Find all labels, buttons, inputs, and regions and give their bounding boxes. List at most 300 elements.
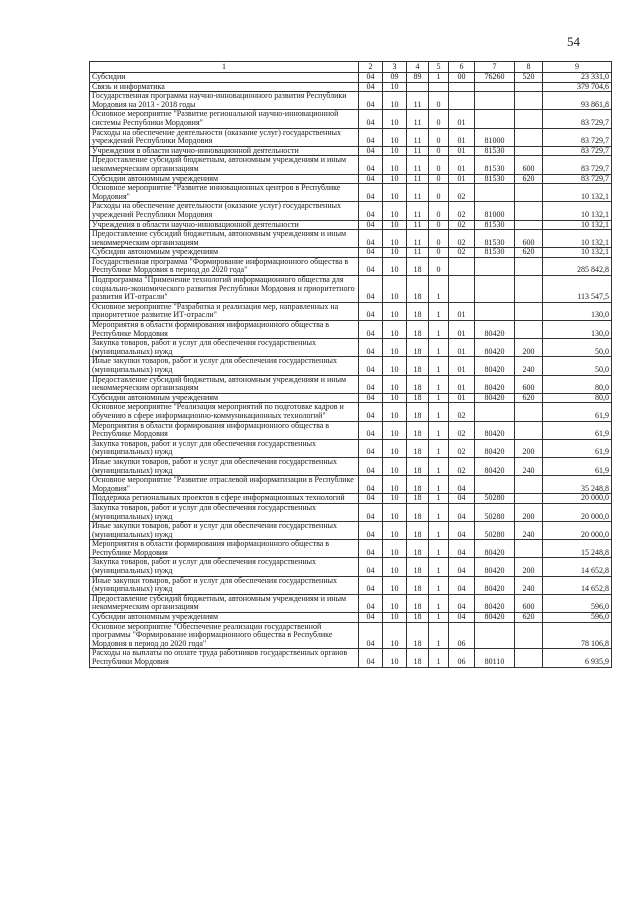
- row-name: Закупка товаров, работ и услуг для обеспечения государственных (муниципальных) нужд: [90, 439, 359, 457]
- direction-code: 80420: [475, 439, 515, 457]
- header-cell: 9: [543, 62, 612, 73]
- subprogram-code: 1: [429, 522, 449, 540]
- activity-code: 06: [449, 622, 475, 649]
- expense-type-code: [515, 92, 543, 110]
- section-code: 04: [359, 184, 383, 202]
- activity-code: [449, 257, 475, 275]
- amount: 20 000,0: [543, 503, 612, 521]
- subprogram-code: 1: [429, 613, 449, 623]
- subsection-code: 10: [383, 522, 407, 540]
- section-code: 04: [359, 230, 383, 248]
- table-row: [90, 476, 612, 494]
- table-row: [90, 146, 612, 156]
- program-code: 11: [407, 174, 429, 184]
- expense-type-code: [515, 403, 543, 421]
- subprogram-code: 0: [429, 146, 449, 156]
- direction-code: 50280: [475, 494, 515, 504]
- table-row: [90, 439, 612, 457]
- row-name: Государственная программа научно-инновационного развития Республики Мордовия на 2013 - 2018 годы: [90, 92, 359, 110]
- section-code: 04: [359, 128, 383, 146]
- row-name: Расходы на выплаты по оплате труда работников государственных органов Республики Мордовия: [90, 649, 359, 667]
- subsection-code: 10: [383, 649, 407, 667]
- activity-code: [449, 276, 475, 303]
- activity-code: 02: [449, 421, 475, 439]
- direction-code: 81000: [475, 202, 515, 220]
- section-code: 04: [359, 146, 383, 156]
- subprogram-code: 0: [429, 92, 449, 110]
- subprogram-code: 1: [429, 576, 449, 594]
- program-code: 18: [407, 494, 429, 504]
- direction-code: [475, 110, 515, 128]
- program-code: 18: [407, 339, 429, 357]
- amount: 130,0: [543, 321, 612, 339]
- subprogram-code: 1: [429, 357, 449, 375]
- program-code: 18: [407, 357, 429, 375]
- activity-code: 02: [449, 248, 475, 258]
- section-code: 04: [359, 357, 383, 375]
- amount: 80,0: [543, 375, 612, 393]
- direction-code: 81530: [475, 230, 515, 248]
- subsection-code: 10: [383, 503, 407, 521]
- direction-code: 76260: [475, 73, 515, 83]
- direction-code: [475, 184, 515, 202]
- subprogram-code: 1: [429, 622, 449, 649]
- program-code: 18: [407, 457, 429, 475]
- expense-type-code: 620: [515, 393, 543, 403]
- subprogram-code: 1: [429, 649, 449, 667]
- row-name: Подпрограмма "Применение технологий информационного общества для социально-экономического развития Республики Мордовия и приоритетного развития ИТ-отрасли": [90, 276, 359, 303]
- subsection-code: 10: [383, 494, 407, 504]
- program-code: 18: [407, 276, 429, 303]
- direction-code: 80420: [475, 421, 515, 439]
- amount: 35 248,8: [543, 476, 612, 494]
- amount: 379 704,6: [543, 82, 612, 92]
- section-code: 04: [359, 156, 383, 174]
- expense-type-code: 620: [515, 613, 543, 623]
- program-code: 18: [407, 375, 429, 393]
- activity-code: 01: [449, 302, 475, 320]
- activity-code: 04: [449, 476, 475, 494]
- section-code: 04: [359, 302, 383, 320]
- row-name: Основное мероприятие "Разработка и реализация мер, направленных на приоритетное развитие ИТ-отрасли": [90, 302, 359, 320]
- subprogram-code: 0: [429, 110, 449, 128]
- activity-code: 02: [449, 202, 475, 220]
- expense-type-code: [515, 110, 543, 128]
- direction-code: 81530: [475, 248, 515, 258]
- header-cell: 1: [90, 62, 359, 73]
- section-code: 04: [359, 110, 383, 128]
- subprogram-code: 1: [429, 276, 449, 303]
- direction-code: 81000: [475, 128, 515, 146]
- amount: 83 729,7: [543, 174, 612, 184]
- direction-code: 80420: [475, 558, 515, 576]
- row-name: Субсидии: [90, 73, 359, 83]
- activity-code: 04: [449, 540, 475, 558]
- subprogram-code: 1: [429, 476, 449, 494]
- section-code: 04: [359, 558, 383, 576]
- program-code: 18: [407, 439, 429, 457]
- direction-code: 80420: [475, 540, 515, 558]
- program-code: 89: [407, 73, 429, 83]
- subsection-code: 10: [383, 403, 407, 421]
- subsection-code: 10: [383, 576, 407, 594]
- activity-code: 01: [449, 146, 475, 156]
- subprogram-code: 1: [429, 302, 449, 320]
- subsection-code: 10: [383, 476, 407, 494]
- program-code: 11: [407, 146, 429, 156]
- amount: 596,0: [543, 594, 612, 612]
- subprogram-code: 1: [429, 457, 449, 475]
- section-code: 04: [359, 339, 383, 357]
- section-code: 04: [359, 439, 383, 457]
- table-row: [90, 494, 612, 504]
- subsection-code: 10: [383, 375, 407, 393]
- direction-code: 80420: [475, 357, 515, 375]
- activity-code: 04: [449, 594, 475, 612]
- row-name: Основное мероприятие "Развитие отраслевой информатизации в Республике Мордовия": [90, 476, 359, 494]
- program-code: 18: [407, 540, 429, 558]
- subsection-code: 10: [383, 128, 407, 146]
- header-cell: 8: [515, 62, 543, 73]
- direction-code: [475, 276, 515, 303]
- section-code: 04: [359, 503, 383, 521]
- subprogram-code: 0: [429, 220, 449, 230]
- section-code: 04: [359, 92, 383, 110]
- expense-type-code: [515, 220, 543, 230]
- program-code: 18: [407, 321, 429, 339]
- subsection-code: 10: [383, 339, 407, 357]
- table-row: [90, 522, 612, 540]
- table-row: [90, 403, 612, 421]
- table-row: [90, 92, 612, 110]
- subprogram-code: 1: [429, 339, 449, 357]
- row-name: Предоставление субсидий бюджетным, автономным учреждениям и иным некоммерческим организациям: [90, 230, 359, 248]
- expense-type-code: [515, 257, 543, 275]
- amount: 23 331,0: [543, 73, 612, 83]
- section-code: 04: [359, 393, 383, 403]
- expense-type-code: 600: [515, 375, 543, 393]
- subprogram-code: [429, 82, 449, 92]
- table-row: [90, 230, 612, 248]
- subprogram-code: 0: [429, 156, 449, 174]
- amount: 50,0: [543, 357, 612, 375]
- section-code: 04: [359, 613, 383, 623]
- amount: 61,9: [543, 403, 612, 421]
- program-code: 18: [407, 257, 429, 275]
- table-row: [90, 276, 612, 303]
- section-code: 04: [359, 649, 383, 667]
- row-name: Субсидии автономным учреждениям: [90, 248, 359, 258]
- row-name: Закупка товаров, работ и услуг для обеспечения государственных (муниципальных) нужд: [90, 503, 359, 521]
- amount: 10 132,1: [543, 220, 612, 230]
- activity-code: [449, 92, 475, 110]
- amount: 14 652,8: [543, 558, 612, 576]
- table-row: [90, 357, 612, 375]
- page-number: 54: [567, 34, 580, 49]
- expense-type-code: [515, 82, 543, 92]
- section-code: 04: [359, 494, 383, 504]
- activity-code: 01: [449, 110, 475, 128]
- amount: 61,9: [543, 439, 612, 457]
- section-code: 04: [359, 622, 383, 649]
- subsection-code: 10: [383, 393, 407, 403]
- expense-type-code: 620: [515, 248, 543, 258]
- activity-code: 01: [449, 128, 475, 146]
- activity-code: 01: [449, 321, 475, 339]
- budget-table: [89, 61, 612, 668]
- direction-code: 50280: [475, 522, 515, 540]
- direction-code: [475, 622, 515, 649]
- subprogram-code: 1: [429, 558, 449, 576]
- subsection-code: 10: [383, 92, 407, 110]
- subsection-code: 10: [383, 421, 407, 439]
- direction-code: 80420: [475, 613, 515, 623]
- row-name: Учреждения в области научно-инновационной деятельности: [90, 220, 359, 230]
- row-name: Основное мероприятие "Обеспечение реализации государственной программы "Формирование информационного общества в Республике Мордовия в период до 2020 года": [90, 622, 359, 649]
- subsection-code: 10: [383, 174, 407, 184]
- expense-type-code: [515, 128, 543, 146]
- row-name: Государственная программа "Формирование информационного общества в Республике Мордовия в период до 2020 года": [90, 257, 359, 275]
- section-code: 04: [359, 202, 383, 220]
- direction-code: [475, 403, 515, 421]
- table-row: [90, 457, 612, 475]
- activity-code: 04: [449, 558, 475, 576]
- row-name: Расходы на обеспечение деятельности (оказание услуг) государственных учреждений Республики Мордовия: [90, 202, 359, 220]
- subprogram-code: 0: [429, 202, 449, 220]
- table-row: [90, 202, 612, 220]
- amount: 83 729,7: [543, 156, 612, 174]
- expense-type-code: 240: [515, 522, 543, 540]
- expense-type-code: [515, 649, 543, 667]
- subprogram-code: 0: [429, 174, 449, 184]
- expense-type-code: [515, 540, 543, 558]
- table-row: [90, 622, 612, 649]
- amount: 10 132,1: [543, 202, 612, 220]
- expense-type-code: 200: [515, 503, 543, 521]
- direction-code: 80110: [475, 649, 515, 667]
- row-name: Учреждения в области научно-инновационной деятельности: [90, 146, 359, 156]
- subsection-code: 10: [383, 594, 407, 612]
- direction-code: 80420: [475, 457, 515, 475]
- direction-code: [475, 82, 515, 92]
- direction-code: 81530: [475, 174, 515, 184]
- row-name: Иные закупки товаров, работ и услуг для обеспечения государственных (муниципальных) нужд: [90, 457, 359, 475]
- activity-code: 04: [449, 503, 475, 521]
- row-name: Субсидии автономным учреждениям: [90, 393, 359, 403]
- subsection-code: 10: [383, 248, 407, 258]
- subprogram-code: 1: [429, 494, 449, 504]
- subprogram-code: 1: [429, 540, 449, 558]
- table-row: [90, 302, 612, 320]
- expense-type-code: 600: [515, 230, 543, 248]
- program-code: 18: [407, 558, 429, 576]
- section-code: 04: [359, 276, 383, 303]
- subsection-code: 10: [383, 257, 407, 275]
- activity-code: 01: [449, 156, 475, 174]
- subsection-code: 10: [383, 357, 407, 375]
- activity-code: 00: [449, 73, 475, 83]
- subprogram-code: 0: [429, 230, 449, 248]
- expense-type-code: [515, 276, 543, 303]
- row-name: Предоставление субсидий бюджетным, автономным учреждениям и иным некоммерческим организациям: [90, 156, 359, 174]
- activity-code: 02: [449, 439, 475, 457]
- subsection-code: 10: [383, 184, 407, 202]
- section-code: 04: [359, 375, 383, 393]
- row-name: Мероприятия в области формирования информационного общества в Республике Мордовия: [90, 421, 359, 439]
- header-row: [90, 62, 612, 73]
- row-name: Субсидии автономным учреждениям: [90, 174, 359, 184]
- section-code: 04: [359, 248, 383, 258]
- amount: 83 729,7: [543, 110, 612, 128]
- subsection-code: 10: [383, 439, 407, 457]
- activity-code: 01: [449, 357, 475, 375]
- header-cell: 3: [383, 62, 407, 73]
- row-name: Основное мероприятие "Развитие инновационных центров в Республике Мордовия": [90, 184, 359, 202]
- subprogram-code: 1: [429, 375, 449, 393]
- subprogram-code: 1: [429, 73, 449, 83]
- row-name: Иные закупки товаров, работ и услуг для обеспечения государственных (муниципальных) нужд: [90, 357, 359, 375]
- activity-code: 01: [449, 339, 475, 357]
- program-code: 11: [407, 202, 429, 220]
- row-name: Закупка товаров, работ и услуг для обеспечения государственных (муниципальных) нужд: [90, 558, 359, 576]
- direction-code: [475, 257, 515, 275]
- program-code: 11: [407, 156, 429, 174]
- amount: 50,0: [543, 339, 612, 357]
- direction-code: 80420: [475, 576, 515, 594]
- expense-type-code: [515, 184, 543, 202]
- subsection-code: 10: [383, 230, 407, 248]
- row-name: Субсидии автономным учреждениям: [90, 613, 359, 623]
- activity-code: 04: [449, 494, 475, 504]
- direction-code: 80420: [475, 321, 515, 339]
- amount: 83 729,7: [543, 146, 612, 156]
- program-code: 11: [407, 230, 429, 248]
- program-code: 18: [407, 302, 429, 320]
- table-row: [90, 248, 612, 258]
- table-row: [90, 613, 612, 623]
- expense-type-code: 200: [515, 339, 543, 357]
- section-code: 04: [359, 457, 383, 475]
- section-code: 04: [359, 220, 383, 230]
- section-code: 04: [359, 576, 383, 594]
- subsection-code: 10: [383, 146, 407, 156]
- subprogram-code: 1: [429, 503, 449, 521]
- table-row: [90, 220, 612, 230]
- amount: 10 132,1: [543, 230, 612, 248]
- expense-type-code: [515, 302, 543, 320]
- amount: 20 000,0: [543, 522, 612, 540]
- program-code: 18: [407, 576, 429, 594]
- header-cell: 7: [475, 62, 515, 73]
- program-code: 11: [407, 110, 429, 128]
- amount: 83 729,7: [543, 128, 612, 146]
- subprogram-code: 1: [429, 403, 449, 421]
- subsection-code: 10: [383, 321, 407, 339]
- amount: 93 861,8: [543, 92, 612, 110]
- amount: 80,0: [543, 393, 612, 403]
- table-row: [90, 156, 612, 174]
- direction-code: 80420: [475, 339, 515, 357]
- program-code: 18: [407, 622, 429, 649]
- table-row: [90, 128, 612, 146]
- direction-code: 80420: [475, 393, 515, 403]
- amount: 596,0: [543, 613, 612, 623]
- amount: 20 000,0: [543, 494, 612, 504]
- table-row: [90, 393, 612, 403]
- direction-code: 81530: [475, 146, 515, 156]
- expense-type-code: 600: [515, 594, 543, 612]
- section-code: 04: [359, 594, 383, 612]
- program-code: 11: [407, 92, 429, 110]
- subprogram-code: 1: [429, 439, 449, 457]
- expense-type-code: [515, 321, 543, 339]
- program-code: 18: [407, 393, 429, 403]
- amount: 285 842,8: [543, 257, 612, 275]
- table-row: [90, 110, 612, 128]
- expense-type-code: 240: [515, 357, 543, 375]
- table-row: [90, 339, 612, 357]
- table-row: [90, 558, 612, 576]
- row-name: Основное мероприятие "Реализация мероприятий по подготовке кадров и обучению в сфере информационно-коммуникационных технологий": [90, 403, 359, 421]
- header-cell: 2: [359, 62, 383, 73]
- header-cell: 5: [429, 62, 449, 73]
- program-code: 18: [407, 476, 429, 494]
- subsection-code: 10: [383, 622, 407, 649]
- subsection-code: 09: [383, 73, 407, 83]
- row-name: Иные закупки товаров, работ и услуг для обеспечения государственных (муниципальных) нужд: [90, 576, 359, 594]
- expense-type-code: [515, 476, 543, 494]
- row-name: Закупка товаров, работ и услуг для обеспечения государственных (муниципальных) нужд: [90, 339, 359, 357]
- row-name: Иные закупки товаров, работ и услуг для обеспечения государственных (муниципальных) нужд: [90, 522, 359, 540]
- subprogram-code: 0: [429, 248, 449, 258]
- program-code: 18: [407, 613, 429, 623]
- expense-type-code: [515, 421, 543, 439]
- table-row: [90, 503, 612, 521]
- table-row: [90, 540, 612, 558]
- row-name: Мероприятия в области формирования информационного общества в Республике Мордовия: [90, 540, 359, 558]
- expense-type-code: [515, 146, 543, 156]
- header-cell: 6: [449, 62, 475, 73]
- subsection-code: 10: [383, 276, 407, 303]
- subprogram-code: 1: [429, 393, 449, 403]
- expense-type-code: 240: [515, 576, 543, 594]
- amount: 14 652,8: [543, 576, 612, 594]
- program-code: 11: [407, 128, 429, 146]
- activity-code: 02: [449, 457, 475, 475]
- activity-code: 02: [449, 220, 475, 230]
- activity-code: 02: [449, 230, 475, 248]
- subsection-code: 10: [383, 202, 407, 220]
- section-code: 04: [359, 174, 383, 184]
- activity-code: 04: [449, 522, 475, 540]
- activity-code: 01: [449, 174, 475, 184]
- subsection-code: 10: [383, 558, 407, 576]
- subprogram-code: 0: [429, 257, 449, 275]
- direction-code: 81530: [475, 220, 515, 230]
- activity-code: 04: [449, 613, 475, 623]
- direction-code: 80420: [475, 594, 515, 612]
- section-code: 04: [359, 522, 383, 540]
- section-code: 04: [359, 476, 383, 494]
- direction-code: [475, 476, 515, 494]
- amount: 61,9: [543, 457, 612, 475]
- expense-type-code: [515, 622, 543, 649]
- section-code: 04: [359, 421, 383, 439]
- subprogram-code: 1: [429, 321, 449, 339]
- direction-code: 80420: [475, 375, 515, 393]
- subprogram-code: 0: [429, 184, 449, 202]
- subsection-code: 10: [383, 540, 407, 558]
